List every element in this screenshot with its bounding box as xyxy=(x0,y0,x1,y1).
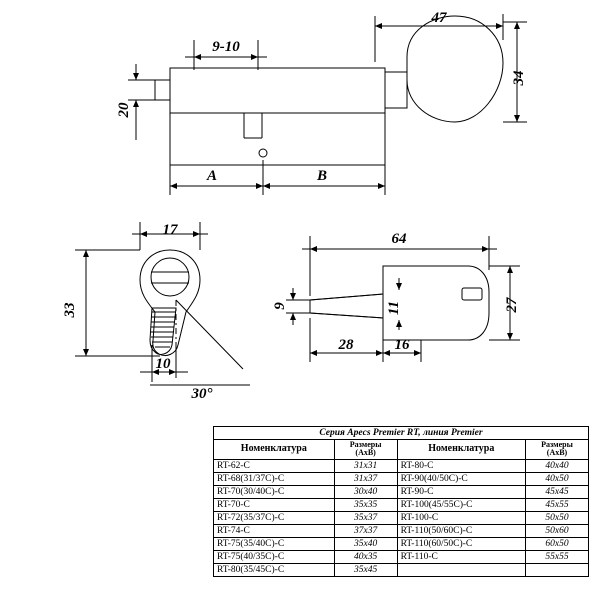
table-row xyxy=(214,537,589,550)
table-row xyxy=(214,472,589,485)
table-title-row xyxy=(214,427,589,440)
profile-bore xyxy=(151,258,189,296)
cell-nomenclature: RT-110-С xyxy=(397,550,525,563)
cell-nomenclature: RT-100-С xyxy=(397,511,525,524)
cell-size: 50х60 xyxy=(526,524,589,537)
cell-size: 35х40 xyxy=(334,537,397,550)
header-nomenclature-2: Номенклатура xyxy=(397,440,525,460)
cell-nomenclature: RT-70-С xyxy=(214,498,335,511)
cell-nomenclature: RT-62-С xyxy=(214,459,335,472)
dim-16-label: 16 xyxy=(394,337,410,353)
dim-b-label: B xyxy=(316,168,328,184)
dim-47-label: 47 xyxy=(431,10,447,26)
cell-size: 35х45 xyxy=(334,563,397,576)
table-row xyxy=(214,459,589,472)
knob xyxy=(407,16,503,122)
dim-17-label: 17 xyxy=(162,222,178,238)
dim-27-label: 27 xyxy=(504,297,520,313)
dim-30deg-label: 30° xyxy=(191,386,213,402)
dim-33-label: 33 xyxy=(62,302,78,318)
cell-nomenclature: RT-100(45/55С)-С xyxy=(397,498,525,511)
cell-size: 45х55 xyxy=(526,498,589,511)
dim-9-label: 9 xyxy=(272,302,288,310)
cell-size: 45х45 xyxy=(526,485,589,498)
cell-size: 31х31 xyxy=(334,459,397,472)
cell-nomenclature: RT-68(31/37С)-С xyxy=(214,472,335,485)
cell-size: 37х37 xyxy=(334,524,397,537)
cell-size: 55х55 xyxy=(526,550,589,563)
cylinder-body xyxy=(170,68,385,113)
cell-nomenclature: RT-70(30/40С)-С xyxy=(214,485,335,498)
dim-20-label: 20 xyxy=(116,102,132,118)
dim-28-label: 28 xyxy=(338,337,354,353)
cell-size: 50х50 xyxy=(526,511,589,524)
cell-size xyxy=(526,563,589,576)
cell-size: 30х40 xyxy=(334,485,397,498)
dim-9-10-label: 9-10 xyxy=(212,39,240,55)
cam-screw-hole xyxy=(259,149,267,157)
cell-nomenclature: RT-80(35/45С)-С xyxy=(214,563,335,576)
dim-11-label: 11 xyxy=(386,300,402,316)
cell-nomenclature: RT-80-С xyxy=(397,459,525,472)
cell-nomenclature: RT-90-С xyxy=(397,485,525,498)
cell-size: 40х40 xyxy=(526,459,589,472)
cell-nomenclature: RT-110(50/60С)-С xyxy=(397,524,525,537)
cell-size: 35х37 xyxy=(334,511,397,524)
table-header-row xyxy=(214,440,589,460)
cylinder-profile-outline xyxy=(140,250,200,356)
cell-nomenclature: RT-72(35/37С)-С xyxy=(214,511,335,524)
table-title: Серия Apecs Premier RT, линия Premier xyxy=(214,427,589,440)
header-sizes-1: Размеры (АхВ) xyxy=(334,440,397,460)
table-row xyxy=(214,563,589,576)
cell-nomenclature: RT-74-С xyxy=(214,524,335,537)
cylinder-left-tip xyxy=(155,80,170,100)
dim-64-label: 64 xyxy=(391,231,407,247)
table-row xyxy=(214,498,589,511)
table-row xyxy=(214,550,589,563)
cell-size: 40х35 xyxy=(334,550,397,563)
dim-34-label: 34 xyxy=(511,70,527,86)
table-row xyxy=(214,524,589,537)
cell-size: 35х35 xyxy=(334,498,397,511)
key-hole xyxy=(462,288,482,300)
specification-table xyxy=(213,426,589,577)
cell-nomenclature: RT-75(40/35С)-С xyxy=(214,550,335,563)
table-row xyxy=(214,511,589,524)
knob-neck xyxy=(385,72,407,108)
cell-size: 40х50 xyxy=(526,472,589,485)
cell-size: 60х50 xyxy=(526,537,589,550)
header-nomenclature-1: Номенклатура xyxy=(214,440,335,460)
table-row xyxy=(214,485,589,498)
dim-a-label: A xyxy=(206,168,218,184)
cell-nomenclature: RT-110(60/50С)-С xyxy=(397,537,525,550)
dim-10-label: 10 xyxy=(155,356,171,372)
cell-nomenclature: RT-75(35/40С)-С xyxy=(214,537,335,550)
header-sizes-2: Размеры (АхВ) xyxy=(526,440,589,460)
cell-size: 31х37 xyxy=(334,472,397,485)
cell-nomenclature xyxy=(397,563,525,576)
cell-nomenclature: RT-90(40/50С)-С xyxy=(397,472,525,485)
